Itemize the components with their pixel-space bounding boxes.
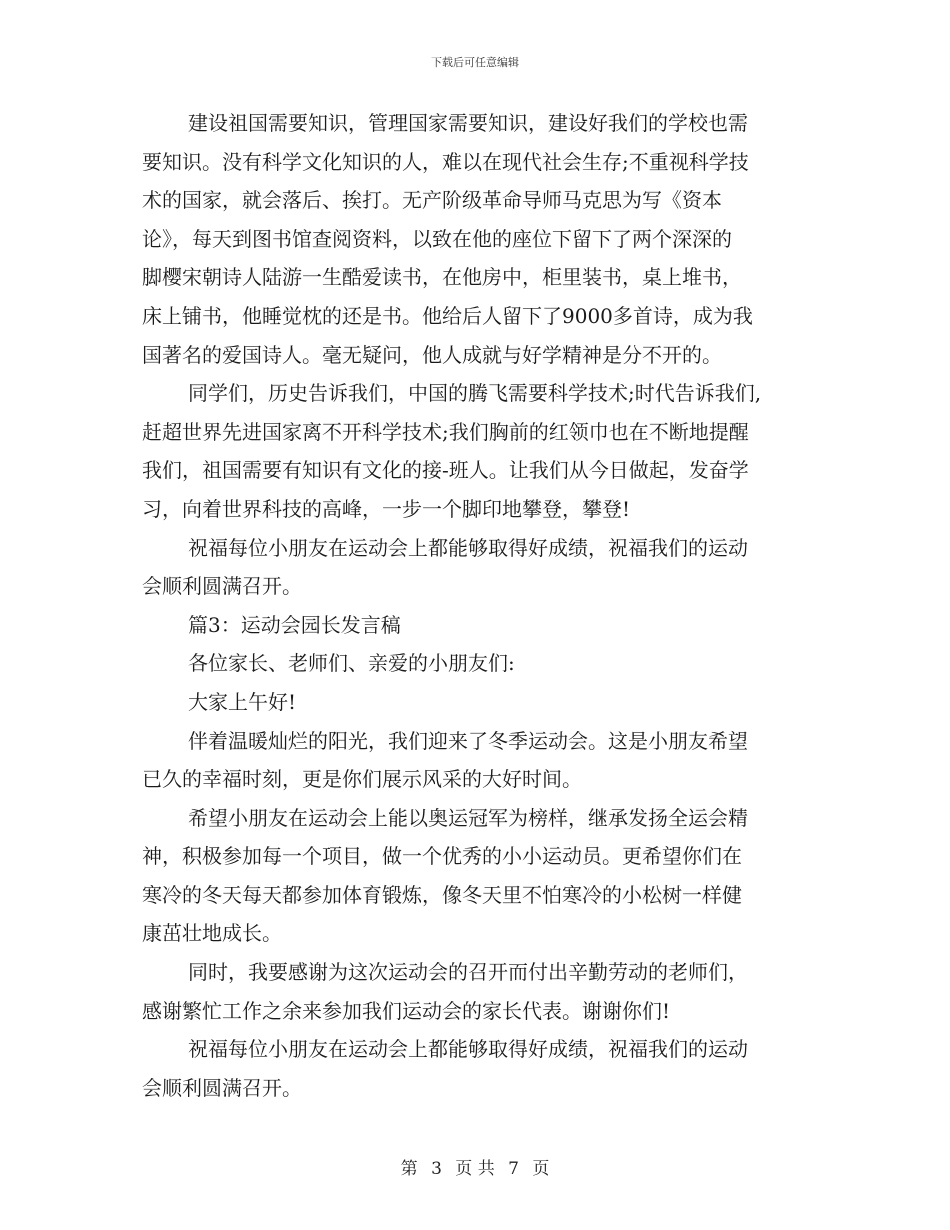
text-line-11: 习，向着世界科技的高峰，一步一个脚印地攀登，攀登!: [142, 496, 631, 521]
text-line-17: 伴着温暖灿烂的阳光，我们迎来了冬季运动会。这是小朋友希望: [188, 728, 748, 753]
text-line-7: 国著名的爱国诗人。毫无疑问，他人成就与好学精神是分不开的。: [142, 342, 722, 367]
page-footer: [0, 1154, 950, 1179]
text-line-10: 我们，祖国需要有知识有文化的接-班人。让我们从今日做起，发奋学: [142, 458, 749, 483]
footer-suffix: 页: [532, 1159, 550, 1179]
text-line-18: 已久的幸福时刻，更是你们展示风采的大好时间。: [142, 767, 582, 792]
footer-total-pages: 7: [508, 1159, 519, 1179]
text-line-3: 术的国家，就会落后、挨打。无产阶级革命导师马克思为写《资本: [142, 188, 722, 213]
text-line-21: 寒冷的冬天每天都参加体育锻炼，像冬天里不怕寒冷的小松树一样健: [142, 882, 742, 907]
footer-prefix: 第: [400, 1159, 418, 1179]
greeting: 大家上午好!: [188, 689, 297, 714]
text-line-24: 感谢繁忙工作之余来参加我们运动会的家长代表。谢谢你们!: [142, 998, 671, 1023]
text-line-22: 康茁壮地成长。: [142, 921, 282, 946]
text-line-12: 祝福每位小朋友在运动会上都能够取得好成绩，祝福我们的运动: [188, 535, 748, 560]
text-line-26: 会顺利圆满召开。: [142, 1075, 302, 1100]
section-heading: 篇3：运动会园长发言稿: [188, 612, 401, 637]
footer-middle: 页 共: [455, 1159, 495, 1179]
text-line-6: 床上铺书，他睡觉枕的还是书。他给后人留下了9000多首诗，成为我: [142, 303, 753, 328]
text-line-4: 论》，每天到图书馆查阅资料，以致在他的座位下留下了两个深深的: [142, 226, 732, 251]
text-line-13: 会顺利圆满召开。: [142, 574, 302, 599]
text-line-1: 建设祖国需要知识，管理国家需要知识，建设好我们的学校也需: [188, 111, 748, 135]
text-line-9: 赶超世界先进国家离不开科学技术;我们胸前的红领巾也在不断地提醒: [142, 419, 749, 444]
header-note: 下载后可任意编辑: [431, 56, 519, 69]
footer-page-number: 3: [431, 1159, 442, 1179]
text-line-20: 神，积极参加每一个项目，做一个优秀的小小运动员。更希望你们在: [142, 844, 742, 869]
text-line-23: 同时，我要感谢为这次运动会的召开而付出辛勤劳动的老师们，: [188, 960, 748, 985]
text-line-19: 希望小朋友在运动会上能以奥运冠军为榜样，继承发扬全运会精: [188, 805, 748, 830]
text-line-5: 脚樱宋朝诗人陆游一生酷爱读书，在他房中，柜里装书，桌上堆书，: [142, 265, 742, 290]
text-line-2: 要知识。没有科学文化知识的人，难以在现代社会生存;不重视科学技: [142, 149, 749, 174]
page-header: [0, 54, 950, 70]
text-line-25: 祝福每位小朋友在运动会上都能够取得好成绩，祝福我们的运动: [188, 1037, 748, 1062]
text-line-8: 同学们，历史告诉我们，中国的腾飞需要科学技术;时代告诉我们,: [188, 381, 762, 406]
document-body: [142, 104, 802, 1107]
salutation: 各位家长、老师们、亲爱的小朋友们:: [188, 651, 515, 676]
